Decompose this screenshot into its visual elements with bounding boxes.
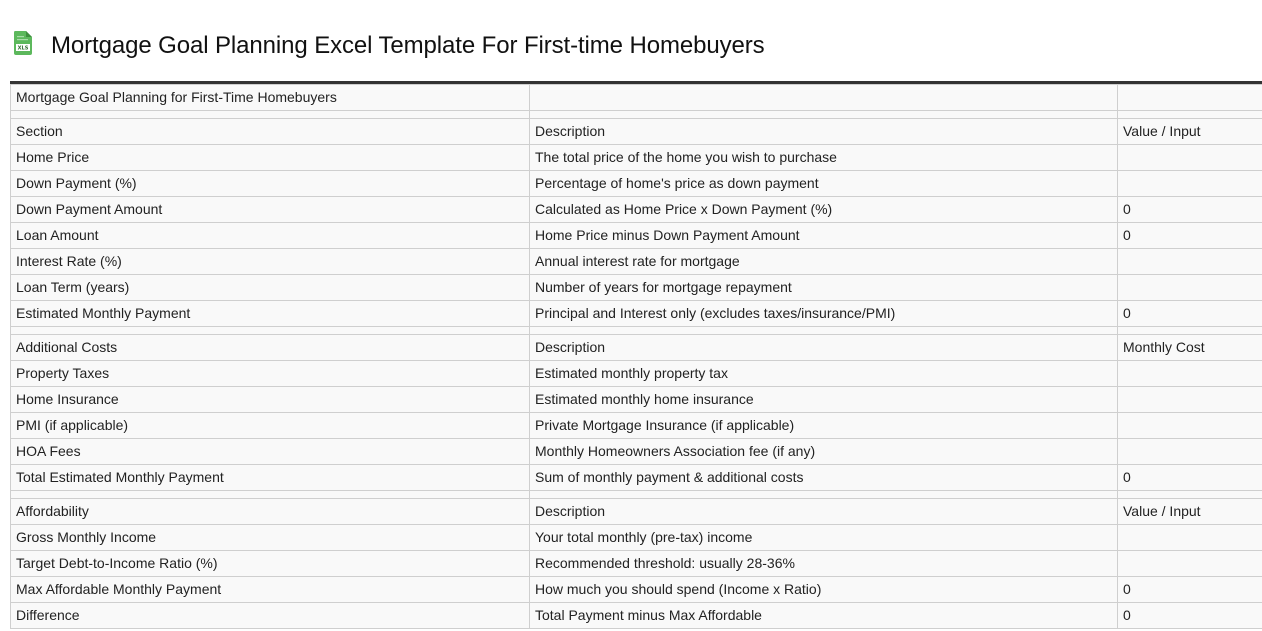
value-cell[interactable] [1118,145,1262,171]
table-row [11,387,1262,413]
cell[interactable]: PMI (if applicable) [11,413,530,439]
cell[interactable]: Monthly Cost [1118,335,1262,361]
value-cell[interactable] [1118,387,1262,413]
cell[interactable]: Estimated Monthly Payment [11,301,530,327]
value-cell[interactable]: 0 [1118,197,1262,223]
section-header-row [11,499,1262,525]
cell[interactable] [1118,111,1262,119]
table-row [11,465,1262,491]
value-cell[interactable] [1118,551,1262,577]
cell[interactable]: Calculated as Home Price x Down Payment (%) [530,197,1118,223]
section-header-row [11,335,1262,361]
cell[interactable]: Home Insurance [11,387,530,413]
spacer-row [11,111,1262,119]
value-cell[interactable] [1118,275,1262,301]
cell[interactable]: The total price of the home you wish to purchase [530,145,1118,171]
value-cell[interactable] [1118,439,1262,465]
table-row [11,413,1262,439]
table-row [11,249,1262,275]
cell[interactable]: Value / Input [1118,499,1262,525]
svg-text:XLS: XLS [17,45,29,52]
value-cell[interactable] [1118,525,1262,551]
cell[interactable] [530,111,1118,119]
cell[interactable]: Recommended threshold: usually 28-36% [530,551,1118,577]
cell[interactable]: Percentage of home's price as down payment [530,171,1118,197]
section-header-row [11,119,1262,145]
cell[interactable]: Estimated monthly home insurance [530,387,1118,413]
cell[interactable]: Description [530,335,1118,361]
cell[interactable]: Property Taxes [11,361,530,387]
cell[interactable]: Private Mortgage Insurance (if applicable) [530,413,1118,439]
cell[interactable]: Monthly Homeowners Association fee (if any) [530,439,1118,465]
cell[interactable]: Down Payment (%) [11,171,530,197]
cell[interactable]: Value / Input [1118,119,1262,145]
mortgage-table [10,84,1262,629]
table-row [11,197,1262,223]
table-row [11,603,1262,629]
table-row [11,301,1262,327]
cell[interactable]: Target Debt-to-Income Ratio (%) [11,551,530,577]
cell[interactable] [11,491,530,499]
cell[interactable]: Description [530,499,1118,525]
spacer-row [11,491,1262,499]
cell[interactable]: Sum of monthly payment & additional costs [530,465,1118,491]
cell[interactable] [1118,491,1262,499]
page-title: Mortgage Goal Planning Excel Template For First-time Homebuyers [51,32,765,59]
value-cell[interactable]: 0 [1118,603,1262,629]
cell[interactable]: Total Estimated Monthly Payment [11,465,530,491]
value-cell[interactable]: 0 [1118,465,1262,491]
cell[interactable]: Description [530,119,1118,145]
cell[interactable]: Total Payment minus Max Affordable [530,603,1118,629]
cell[interactable]: Difference [11,603,530,629]
cell[interactable] [1118,85,1262,111]
cell[interactable]: Gross Monthly Income [11,525,530,551]
value-cell[interactable] [1118,361,1262,387]
cell[interactable] [11,111,530,119]
cell[interactable]: Max Affordable Monthly Payment [11,577,530,603]
cell[interactable]: Additional Costs [11,335,530,361]
spacer-row [11,327,1262,335]
cell[interactable]: HOA Fees [11,439,530,465]
value-cell[interactable]: 0 [1118,301,1262,327]
title-row [11,85,1262,111]
table-row [11,275,1262,301]
cell[interactable] [530,85,1118,111]
xls-file-icon [13,31,33,55]
cell[interactable]: Number of years for mortgage repayment [530,275,1118,301]
table-row [11,577,1262,603]
value-cell[interactable] [1118,249,1262,275]
value-cell[interactable]: 0 [1118,223,1262,249]
table-row [11,223,1262,249]
cell[interactable]: Estimated monthly property tax [530,361,1118,387]
table-row [11,439,1262,465]
cell[interactable]: Interest Rate (%) [11,249,530,275]
cell[interactable]: Principal and Interest only (excludes taxes/insurance/PMI) [530,301,1118,327]
cell[interactable]: How much you should spend (Income x Ratio) [530,577,1118,603]
cell[interactable]: Annual interest rate for mortgage [530,249,1118,275]
cell[interactable]: Home Price [11,145,530,171]
cell[interactable]: Loan Term (years) [11,275,530,301]
cell[interactable]: Affordability [11,499,530,525]
cell[interactable]: Down Payment Amount [11,197,530,223]
page-header [0,0,1262,82]
cell[interactable] [1118,327,1262,335]
table-row [11,361,1262,387]
cell[interactable] [530,327,1118,335]
value-cell[interactable]: 0 [1118,577,1262,603]
cell[interactable] [11,327,530,335]
table-row [11,145,1262,171]
cell[interactable]: Mortgage Goal Planning for First-Time Homebuyers [11,85,530,111]
value-cell[interactable] [1118,413,1262,439]
cell[interactable]: Your total monthly (pre-tax) income [530,525,1118,551]
value-cell[interactable] [1118,171,1262,197]
cell[interactable]: Loan Amount [11,223,530,249]
spreadsheet [10,81,1262,629]
table-row [11,171,1262,197]
cell[interactable] [530,491,1118,499]
cell[interactable]: Home Price minus Down Payment Amount [530,223,1118,249]
cell[interactable]: Section [11,119,530,145]
table-row [11,551,1262,577]
table-row [11,525,1262,551]
